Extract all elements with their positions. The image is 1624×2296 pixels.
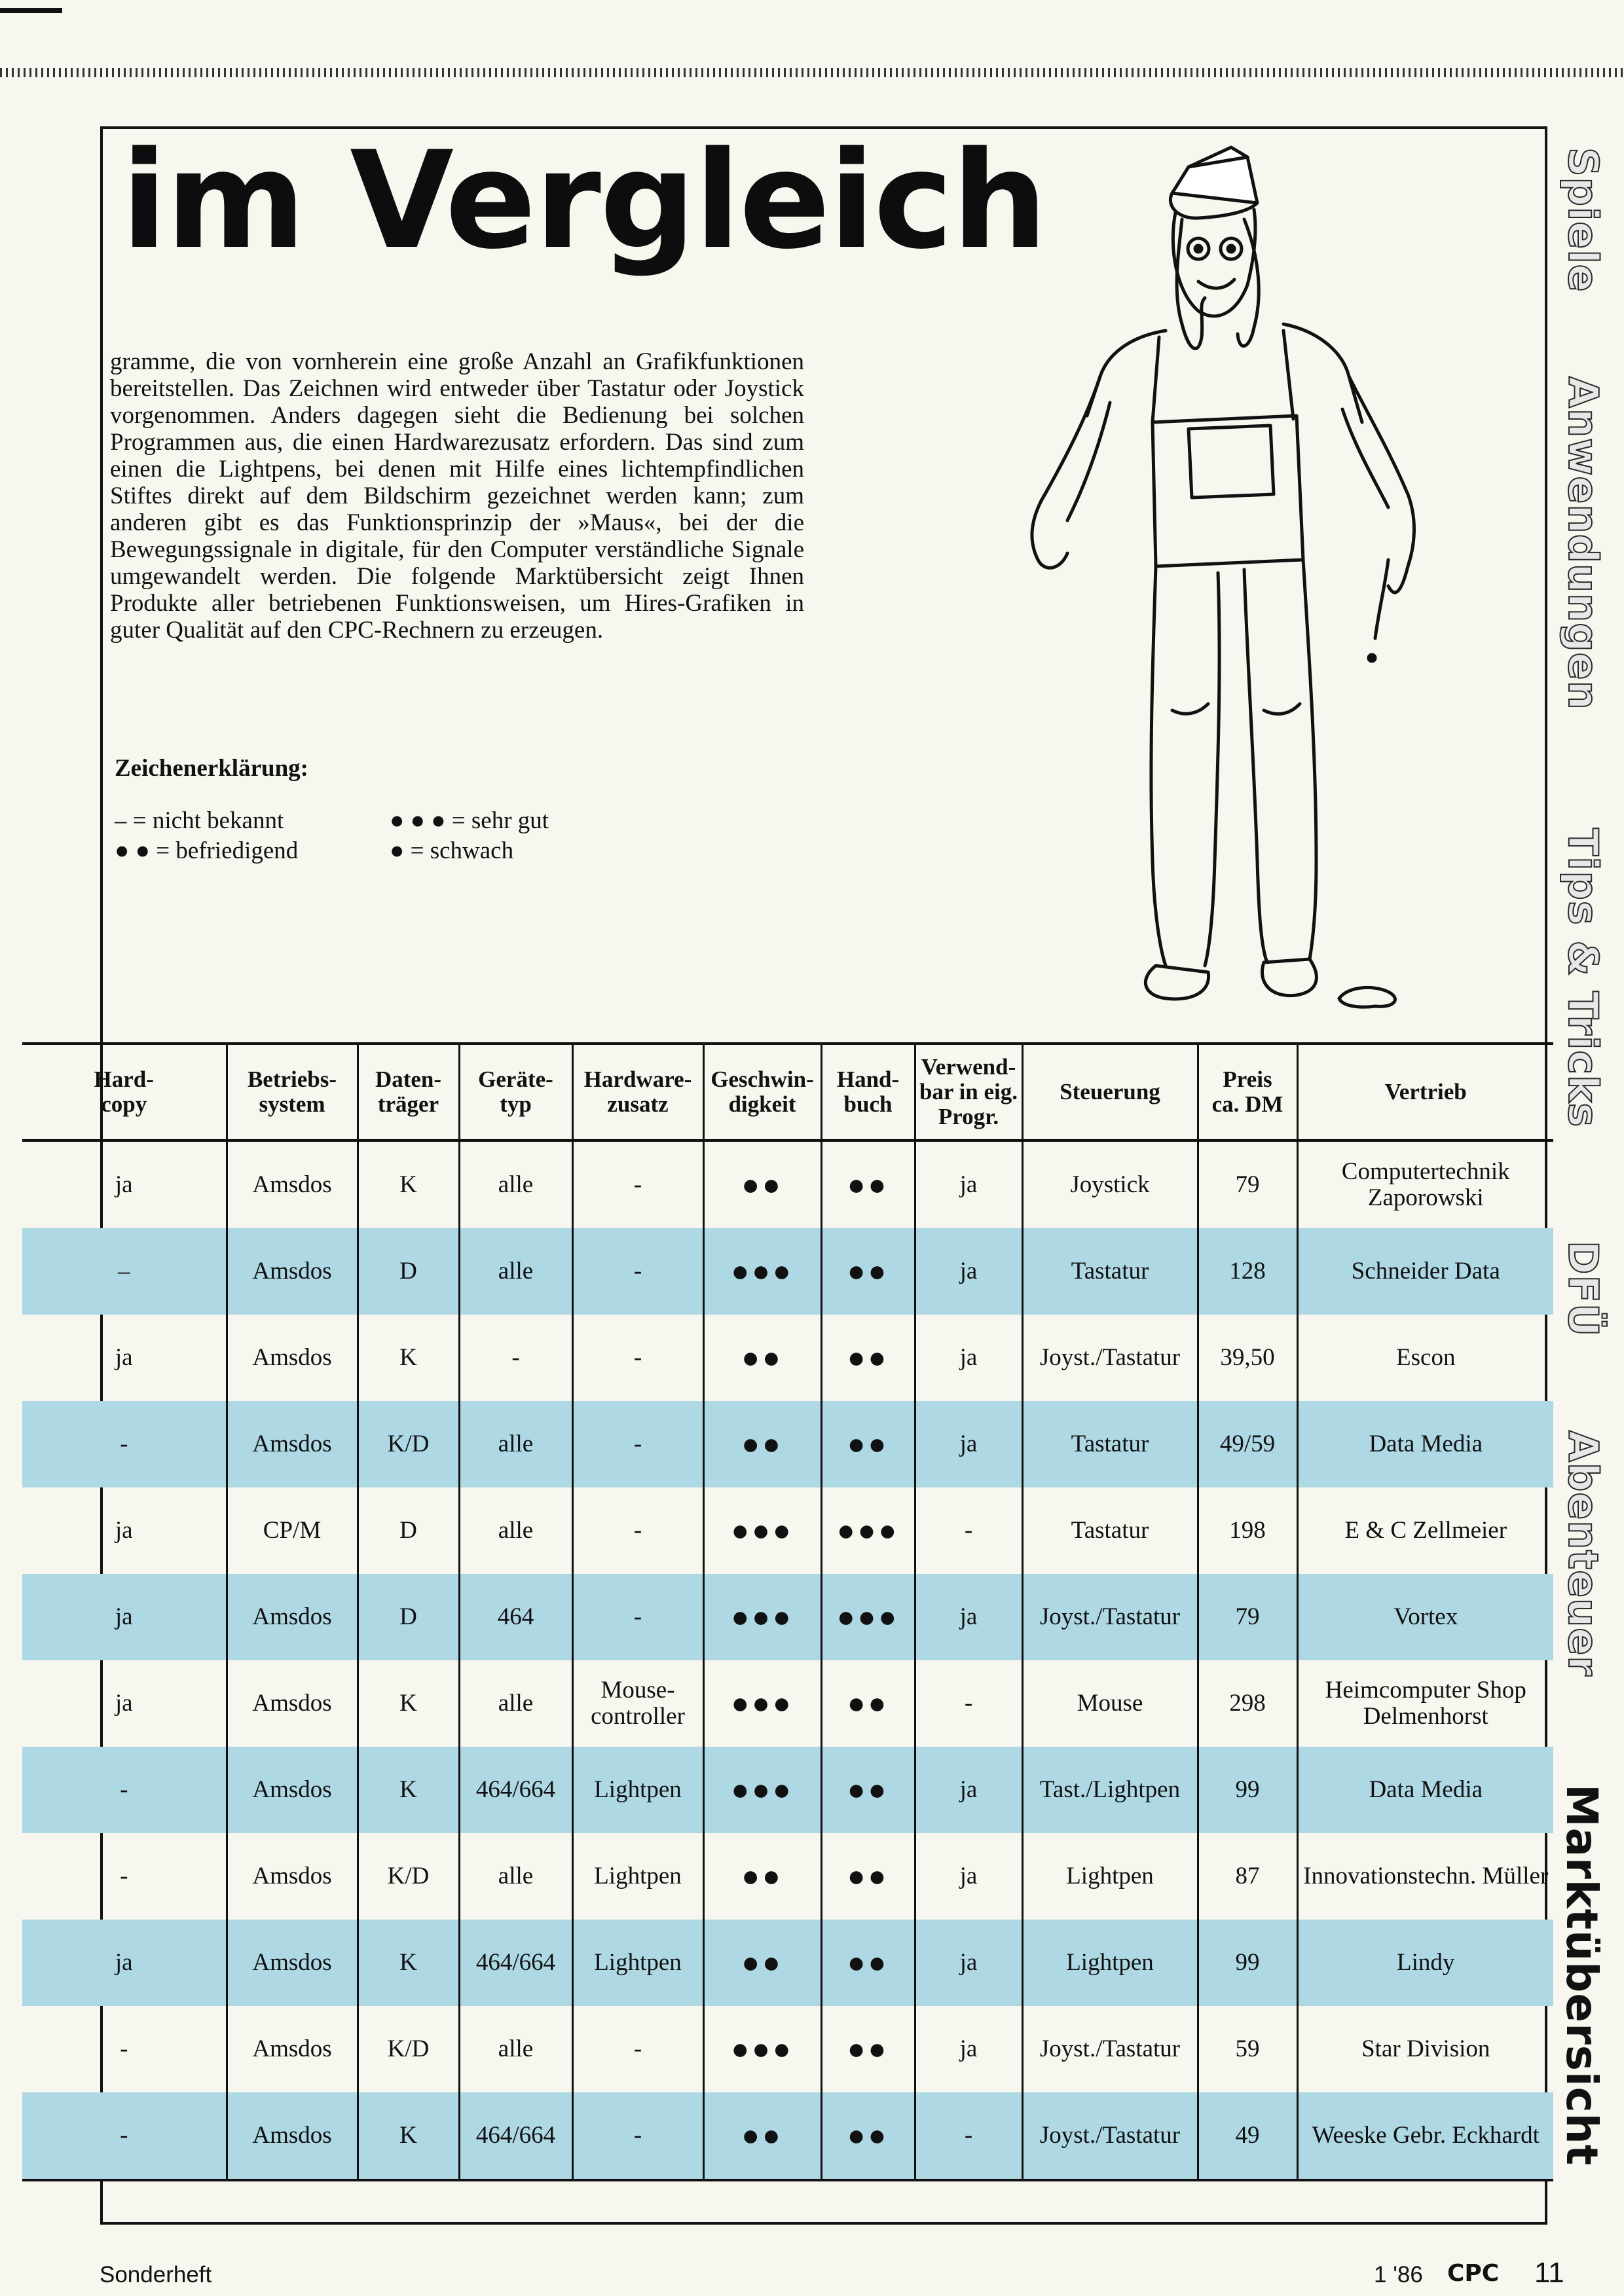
cell-manual: ●●●: [821, 1574, 915, 1660]
cell-hardcopy: -: [120, 2035, 128, 2062]
header-control: Steuerung: [1022, 1044, 1198, 1140]
cell-device: alle: [459, 2006, 572, 2092]
cell-usable: ja: [915, 1747, 1022, 1833]
cell-os: Amsdos: [227, 1833, 358, 1920]
cell-hardcopy: -: [22, 1401, 227, 1487]
header-speed: Geschwin- digkeit: [703, 1044, 821, 1140]
cell-hardcopy: –: [22, 1228, 227, 1315]
cell-speed: ●●●: [703, 1487, 821, 1574]
table-row: [22, 1833, 1553, 1920]
cell-manual: ●●: [821, 2006, 915, 2092]
cell-price: 99: [1198, 1747, 1297, 1833]
cell-os: Amsdos: [227, 1747, 358, 1833]
table-row: [22, 1660, 1553, 1747]
cell-device: 464: [459, 1574, 572, 1660]
cell-control: Tastatur: [1022, 1487, 1198, 1574]
cell-device: alle: [459, 1833, 572, 1920]
cell-os: Amsdos: [227, 1140, 358, 1228]
table-row: [22, 1315, 1553, 1401]
header-price: Preis ca. DM: [1198, 1044, 1297, 1140]
cell-control: Tastatur: [1022, 1401, 1198, 1487]
cell-media: D: [358, 1574, 459, 1660]
cell-os: CP/M: [227, 1487, 358, 1574]
cell-control: Lightpen: [1022, 1920, 1198, 2006]
cell-price: 79: [1198, 1574, 1297, 1660]
cell-media: K: [358, 1747, 459, 1833]
cell-manual: ●●●: [821, 1487, 915, 1574]
cell-price: 87: [1198, 1833, 1297, 1920]
cell-device: alle: [459, 1660, 572, 1747]
page-number: 11: [1534, 2257, 1564, 2289]
cell-media: K: [358, 1315, 459, 1401]
cell-manual: ●●: [821, 1660, 915, 1747]
intro-text: gramme, die von vornherein eine große Anzahl an Grafikfunktionen bereitstellen. Das Zeichnen wird entweder über Tastatur oder Joystick vorgenommen. Anders dagegen sieht die Bedienung bei solchen Programmen aus, die einen Hardwarezusatz erfordern. Das sind zum einen die Lightpens, bei denen mit Hilfe eines lichtempfindlichen Stiftes direkt auf dem Bildschirm gezeichnet werden kann; zum anderen gibt es das Funktionsprinzip der »Maus«, bei der die Bewegungssignale in digitale, für den Computer verständliche Signale umgewandelt werden. Die folgende Marktübersicht zeigt Ihnen Produkte aller betriebenen Funktionsweisen, um Hires-Grafiken in guter Qualität auf den CPC-Rechnern zu erzeugen.: [110, 348, 804, 644]
cell-speed: ●●●: [703, 1574, 821, 1660]
legend: [115, 807, 704, 872]
top-rule: [0, 8, 62, 13]
legend-title: Zeichenerklärung:: [115, 755, 308, 782]
section-tabs: Spiele Anwendungen Tips & Tricks DFÜ Abenteuer Marktübersicht: [1557, 147, 1607, 2166]
cell-hardware: -: [572, 1140, 703, 1228]
cell-usable: -: [915, 1487, 1022, 1574]
cell-speed: ●●●: [703, 1660, 821, 1747]
footer-issue-number: 1 '86: [1374, 2262, 1423, 2287]
cell-vendor: Innovationstechn. Müller: [1297, 1833, 1553, 1920]
cell-speed: ●●: [703, 2092, 821, 2180]
cell-control: Joyst./Tastatur: [1022, 2092, 1198, 2180]
footer-magazine-name: CPC: [1447, 2260, 1500, 2287]
cell-media: K: [358, 1660, 459, 1747]
cell-manual: ●●: [821, 1401, 915, 1487]
dotted-rule: [0, 68, 1624, 77]
cell-os: Amsdos: [227, 2092, 358, 2180]
table-body: [22, 1140, 1553, 2180]
cell-price: 39,50: [1198, 1315, 1297, 1401]
cell-manual: ●●: [821, 1747, 915, 1833]
table-row: [22, 1487, 1553, 1574]
cell-media: K: [358, 1140, 459, 1228]
cell-vendor: E & C Zellmeier: [1297, 1487, 1553, 1574]
legend-weak: ● = schwach: [390, 837, 514, 864]
legend-satisfactory: ● ● = befriedigend: [115, 837, 299, 864]
cell-price: 298: [1198, 1660, 1297, 1747]
table-row: [22, 2006, 1553, 2092]
cell-device: alle: [459, 1401, 572, 1487]
cell-price: 79: [1198, 1140, 1297, 1228]
cell-device: alle: [459, 1140, 572, 1228]
footer-special-issue: Sonderheft: [100, 2262, 212, 2287]
cell-hardware: -: [572, 1574, 703, 1660]
cell-vendor: Lindy: [1297, 1920, 1553, 2006]
legend-very-good: ● ● ● = sehr gut: [390, 807, 549, 834]
table-row: [22, 1140, 1553, 1228]
cell-manual: ●●: [821, 2092, 915, 2180]
cell-price: 128: [1198, 1228, 1297, 1315]
cell-hardware: -: [572, 2092, 703, 2180]
cell-device: alle: [459, 1487, 572, 1574]
cell-manual: ●●: [821, 1140, 915, 1228]
cell-hardware: Mouse-controller: [572, 1660, 703, 1747]
comparison-table: [22, 1042, 1553, 2181]
cell-media: D: [358, 1228, 459, 1315]
cell-speed: ●●●: [703, 2006, 821, 2092]
cell-vendor: Data Media: [1297, 1747, 1553, 1833]
cell-manual: ●●: [821, 1833, 915, 1920]
cell-hardcopy: -: [22, 2092, 227, 2180]
cell-device: alle: [459, 1228, 572, 1315]
cell-hardcopy: -: [22, 1747, 227, 1833]
cell-control: Mouse: [1022, 1660, 1198, 1747]
cell-usable: ja: [915, 1140, 1022, 1228]
table-row: [22, 1574, 1553, 1660]
cell-speed: ●●: [703, 1315, 821, 1401]
cell-vendor: Escon: [1297, 1315, 1553, 1401]
cell-media: K/D: [358, 2006, 459, 2092]
cell-vendor: Vortex: [1297, 1574, 1553, 1660]
cell-device: 464/664: [459, 1920, 572, 2006]
cell-control: Joyst./Tastatur: [1022, 1315, 1198, 1401]
table-header-row: [22, 1044, 1553, 1140]
cell-usable: ja: [915, 1833, 1022, 1920]
header-os: Betriebs- system: [227, 1044, 358, 1140]
cell-speed: ●●●: [703, 1747, 821, 1833]
cell-control: Tastatur: [1022, 1228, 1198, 1315]
cartoon-figure-illustration: [891, 141, 1441, 1011]
table-row: [22, 1228, 1553, 1315]
cell-vendor: Heimcomputer Shop Delmenhorst: [1297, 1660, 1553, 1747]
cell-speed: ●●: [703, 1140, 821, 1228]
cell-usable: ja: [915, 2006, 1022, 2092]
header-device: Geräte- typ: [459, 1044, 572, 1140]
cell-device: -: [459, 1315, 572, 1401]
cell-usable: ja: [915, 1574, 1022, 1660]
cell-os: Amsdos: [227, 1315, 358, 1401]
table-row: [22, 1920, 1553, 2006]
header-manual: Hand- buch: [821, 1044, 915, 1140]
cell-vendor: Computertechnik Zaporowski: [1297, 1140, 1553, 1228]
header-usable: Verwend- bar in eig. Progr.: [915, 1044, 1022, 1140]
header-hardware: Hardware- zusatz: [572, 1044, 703, 1140]
cell-vendor: Star Division: [1297, 2006, 1553, 2092]
header-vendor: Vertrieb: [1297, 1044, 1553, 1140]
cell-price: 49: [1198, 2092, 1297, 2180]
cell-hardware: -: [572, 1401, 703, 1487]
table-row: [22, 1747, 1553, 1833]
cell-speed: ●●●: [703, 1228, 821, 1315]
cell-hardcopy: ja: [115, 1690, 133, 1717]
cell-usable: -: [915, 2092, 1022, 2180]
cell-speed: ●●: [703, 1833, 821, 1920]
header-media: Daten- träger: [358, 1044, 459, 1140]
legend-unknown: – = nicht bekannt: [115, 807, 284, 834]
cell-media: K/D: [358, 1401, 459, 1487]
cell-vendor: Schneider Data: [1297, 1228, 1553, 1315]
cell-price: 198: [1198, 1487, 1297, 1574]
cell-hardcopy: ja: [115, 1171, 133, 1198]
cell-manual: ●●: [821, 1920, 915, 2006]
cell-hardware: -: [572, 2006, 703, 2092]
cell-os: Amsdos: [227, 1228, 358, 1315]
cell-hardware: -: [572, 1487, 703, 1574]
cell-hardcopy: ja: [22, 1920, 227, 2006]
cell-os: Amsdos: [227, 1920, 358, 2006]
cell-hardware: Lightpen: [572, 1920, 703, 2006]
cell-vendor: Data Media: [1297, 1401, 1553, 1487]
cell-media: K: [358, 2092, 459, 2180]
cell-hardware: -: [572, 1228, 703, 1315]
cell-hardcopy: -: [120, 1863, 128, 1889]
cell-hardware: -: [572, 1315, 703, 1401]
header-hardcopy: Hard- copy: [22, 1044, 227, 1140]
cell-os: Amsdos: [227, 1660, 358, 1747]
cell-vendor: Weeske Gebr. Eckhardt: [1297, 2092, 1553, 2180]
cell-usable: ja: [915, 1920, 1022, 2006]
cell-control: Tast./Lightpen: [1022, 1747, 1198, 1833]
cell-hardcopy: ja: [115, 1344, 133, 1371]
cell-media: K/D: [358, 1833, 459, 1920]
cell-control: Lightpen: [1022, 1833, 1198, 1920]
cell-usable: ja: [915, 1315, 1022, 1401]
cell-manual: ●●: [821, 1315, 915, 1401]
cell-price: 99: [1198, 1920, 1297, 2006]
cell-media: K: [358, 1920, 459, 2006]
cell-device: 464/664: [459, 2092, 572, 2180]
cell-usable: -: [915, 1660, 1022, 1747]
cell-manual: ●●: [821, 1228, 915, 1315]
page-title: im Vergleich: [121, 123, 1046, 279]
cell-hardware: Lightpen: [572, 1747, 703, 1833]
cell-control: Joyst./Tastatur: [1022, 1574, 1198, 1660]
cell-speed: ●●: [703, 1920, 821, 2006]
cell-control: Joystick: [1022, 1140, 1198, 1228]
cell-hardcopy: ja: [115, 1517, 133, 1544]
cell-usable: ja: [915, 1401, 1022, 1487]
cell-os: Amsdos: [227, 1401, 358, 1487]
cell-device: 464/664: [459, 1747, 572, 1833]
cell-hardcopy: ja: [22, 1574, 227, 1660]
cell-control: Joyst./Tastatur: [1022, 2006, 1198, 2092]
cell-hardware: Lightpen: [572, 1833, 703, 1920]
cell-os: Amsdos: [227, 2006, 358, 2092]
cell-price: 59: [1198, 2006, 1297, 2092]
cell-price: 49/59: [1198, 1401, 1297, 1487]
cell-os: Amsdos: [227, 1574, 358, 1660]
table-row: [22, 1401, 1553, 1487]
cell-speed: ●●: [703, 1401, 821, 1487]
cell-media: D: [358, 1487, 459, 1574]
table-row: [22, 2092, 1553, 2180]
cell-usable: ja: [915, 1228, 1022, 1315]
